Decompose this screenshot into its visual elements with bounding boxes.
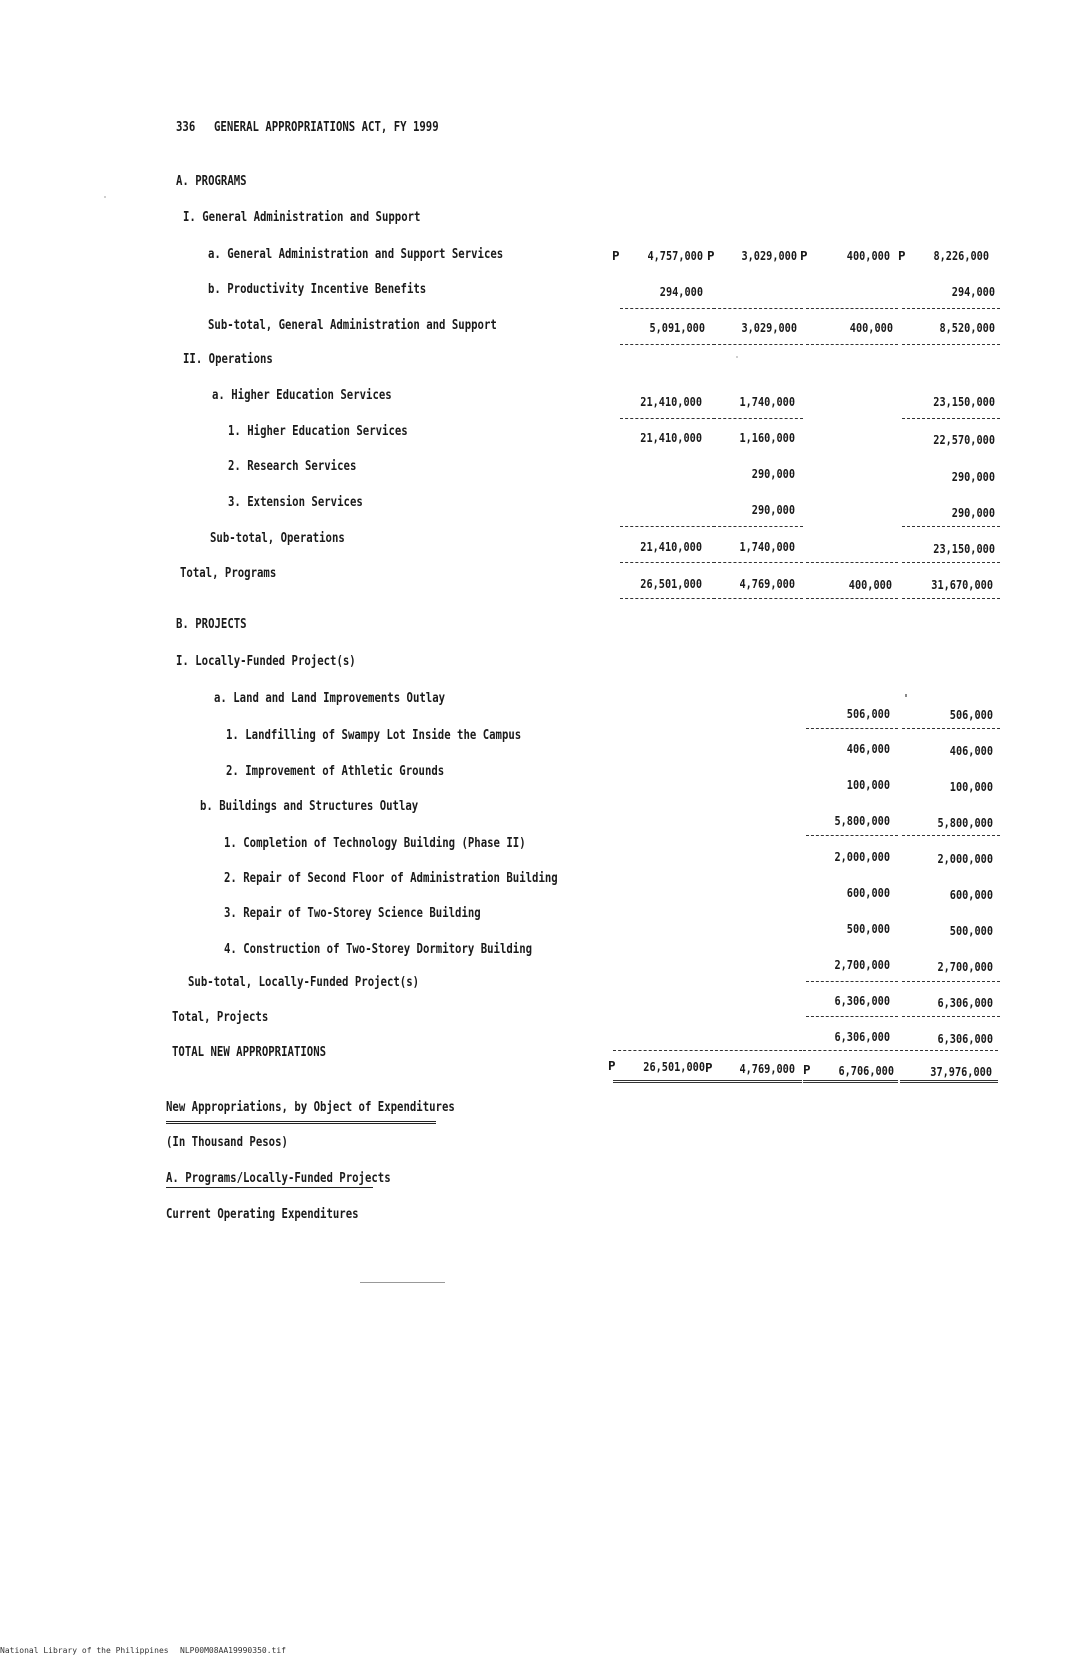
ops-subtotal-col2: 1,740,000	[739, 539, 795, 554]
gas-b-label: b. Productivity Incentive Benefits	[208, 282, 427, 297]
lfp-subtotal-col3: 6,306,000	[834, 993, 890, 1008]
column-rule	[713, 308, 803, 309]
unit-note: (In Thousand Pesos)	[166, 1135, 288, 1150]
gas-b-col1: 294,000	[659, 284, 703, 299]
scan-speck	[736, 356, 738, 358]
land-1-col4: 406,000	[949, 743, 993, 758]
ops-3-label: 3. Extension Services	[228, 495, 363, 510]
column-rule	[713, 598, 803, 599]
ops-1-col1: 21,410,000	[640, 430, 702, 445]
column-rule	[806, 1016, 898, 1017]
column-rule	[902, 1016, 1000, 1017]
column-rule	[620, 308, 715, 309]
column-rule	[806, 728, 898, 729]
land-col4: 506,000	[949, 707, 993, 722]
bldg-col3: 5,800,000	[834, 813, 890, 828]
scan-speck	[905, 694, 907, 697]
scan-speck	[104, 196, 106, 198]
current-operating-label: Current Operating Expenditures	[166, 1207, 359, 1222]
programs-total-col4: 31,670,000	[931, 577, 993, 592]
gas-subtotal-col2: 3,029,000	[741, 320, 797, 335]
column-rule	[713, 526, 803, 527]
gas-b-col4: 294,000	[951, 284, 995, 299]
ops-a-col4: 23,150,000	[933, 394, 995, 409]
column-rule	[713, 344, 803, 345]
currency-symbol: P	[707, 248, 715, 263]
column-rule	[902, 418, 1000, 419]
land-2-label: 2. Improvement of Athletic Grounds	[226, 764, 445, 779]
column-rule	[620, 344, 715, 345]
column-rule	[900, 1050, 998, 1051]
column-rule	[806, 598, 898, 599]
bldg-2-col3: 600,000	[846, 885, 890, 900]
projects-total-label: Total, Projects	[172, 1010, 269, 1025]
currency-symbol: P	[898, 248, 906, 263]
column-rule	[902, 562, 1000, 563]
programs-total-label: Total, Programs	[180, 566, 277, 581]
column-rule	[710, 1050, 802, 1051]
gas-subtotal-col1: 5,091,000	[649, 320, 705, 335]
column-rule	[806, 308, 898, 309]
gas-a-col4: 8,226,000	[933, 248, 989, 263]
programs-total-col1: 26,501,000	[640, 576, 702, 591]
ops-a-col2: 1,740,000	[739, 394, 795, 409]
scan-mark	[360, 1282, 445, 1283]
land-col3: 506,000	[846, 706, 890, 721]
column-rule	[902, 598, 1000, 599]
bldg-1-col4: 2,000,000	[937, 851, 993, 866]
bldg-4-col4: 2,700,000	[937, 959, 993, 974]
land-1-col3: 406,000	[846, 741, 890, 756]
double-rule	[803, 1080, 898, 1083]
column-rule	[806, 981, 898, 982]
column-rule	[902, 526, 1000, 527]
ops-1-col2: 1,160,000	[739, 430, 795, 445]
footer-file: NLP00M08AA19990350.tif	[180, 1646, 286, 1655]
column-rule	[902, 344, 1000, 345]
grand-total-col3: 6,706,000	[838, 1063, 894, 1078]
column-rule	[902, 835, 1000, 836]
heading-double-underline	[166, 1121, 436, 1124]
column-rule	[806, 835, 898, 836]
land-label: a. Land and Land Improvements Outlay	[214, 691, 446, 706]
column-rule	[713, 418, 803, 419]
lfp-heading: I. Locally-Funded Project(s)	[176, 654, 356, 669]
bldg-3-label: 3. Repair of Two-Storey Science Building	[224, 906, 481, 921]
bldg-3-col4: 500,000	[949, 923, 993, 938]
page-title: GENERAL APPROPRIATIONS ACT, FY 1999	[214, 120, 439, 135]
ops-subtotal-label: Sub-total, Operations	[210, 531, 345, 546]
column-rule	[803, 1050, 898, 1051]
currency-symbol: P	[803, 1062, 811, 1077]
column-rule	[613, 1050, 713, 1051]
bldg-col4: 5,800,000	[937, 815, 993, 830]
currency-symbol: P	[612, 248, 620, 263]
bldg-1-col3: 2,000,000	[834, 849, 890, 864]
programs-total-col2: 4,769,000	[739, 576, 795, 591]
grand-total-col4: 37,976,000	[930, 1064, 992, 1079]
column-rule	[620, 598, 715, 599]
bldg-3-col3: 500,000	[846, 921, 890, 936]
land-2-col3: 100,000	[846, 777, 890, 792]
gas-a-col1: 4,757,000	[647, 248, 703, 263]
ops-subtotal-col4: 23,150,000	[933, 541, 995, 556]
double-rule	[710, 1080, 802, 1083]
double-rule	[613, 1080, 713, 1083]
ops-2-col4: 290,000	[951, 469, 995, 484]
currency-symbol: P	[705, 1060, 713, 1075]
column-rule	[902, 981, 1000, 982]
ops-3-col2: 290,000	[751, 502, 795, 517]
column-rule	[713, 562, 803, 563]
bldg-label: b. Buildings and Structures Outlay	[200, 799, 419, 814]
programs-heading: A. PROGRAMS	[176, 174, 247, 189]
ops-1-col4: 22,570,000	[933, 432, 995, 447]
grand-total-col1: 26,501,000	[643, 1059, 705, 1074]
page-number: 336	[176, 120, 196, 135]
lfp-subtotal-col4: 6,306,000	[937, 995, 993, 1010]
column-rule	[620, 526, 715, 527]
column-rule	[902, 308, 1000, 309]
programs-total-col3: 400,000	[848, 577, 892, 592]
ops-3-col4: 290,000	[951, 505, 995, 520]
double-rule	[900, 1080, 998, 1083]
column-rule	[620, 418, 715, 419]
projects-total-col4: 6,306,000	[937, 1031, 993, 1046]
gas-heading: I. General Administration and Support	[183, 210, 421, 225]
gas-a-col2: 3,029,000	[741, 248, 797, 263]
gas-subtotal-label: Sub-total, General Administration and Support	[208, 318, 497, 333]
ops-a-col1: 21,410,000	[640, 394, 702, 409]
ops-subtotal-col1: 21,410,000	[640, 539, 702, 554]
column-rule	[902, 728, 1000, 729]
ops-1-label: 1. Higher Education Services	[228, 424, 408, 439]
gas-subtotal-col4: 8,520,000	[939, 320, 995, 335]
bldg-2-col4: 600,000	[949, 887, 993, 902]
projects-total-col3: 6,306,000	[834, 1029, 890, 1044]
grand-total-label: TOTAL NEW APPROPRIATIONS	[172, 1045, 327, 1060]
ops-heading: II. Operations	[183, 352, 273, 367]
land-2-col4: 100,000	[949, 779, 993, 794]
currency-symbol: P	[608, 1058, 616, 1073]
bldg-2-label: 2. Repair of Second Floor of Administration Building	[224, 871, 558, 886]
gas-a-label: a. General Administration and Support Services	[208, 247, 504, 262]
gas-subtotal-col3: 400,000	[849, 320, 893, 335]
column-rule	[806, 562, 898, 563]
sub-heading-underline	[166, 1187, 373, 1188]
footer-library: National Library of the Philippines	[0, 1646, 169, 1655]
currency-symbol: P	[800, 248, 808, 263]
bldg-4-label: 4. Construction of Two-Storey Dormitory Building	[224, 942, 533, 957]
gas-a-col3: 400,000	[846, 248, 890, 263]
lfp-subtotal-label: Sub-total, Locally-Funded Project(s)	[188, 975, 420, 990]
bldg-4-col3: 2,700,000	[834, 957, 890, 972]
projects-heading: B. PROJECTS	[176, 617, 247, 632]
object-sub-heading: A. Programs/Locally-Funded Projects	[166, 1171, 391, 1186]
bldg-1-label: 1. Completion of Technology Building (Phase II)	[224, 836, 526, 851]
grand-total-col2: 4,769,000	[739, 1061, 795, 1076]
object-heading: New Appropriations, by Object of Expenditures	[166, 1100, 455, 1115]
ops-2-col2: 290,000	[751, 466, 795, 481]
ops-2-label: 2. Research Services	[228, 459, 357, 474]
column-rule	[620, 562, 715, 563]
column-rule	[806, 344, 898, 345]
ops-a-label: a. Higher Education Services	[212, 388, 392, 403]
land-1-label: 1. Landfilling of Swampy Lot Inside the Campus	[226, 728, 522, 743]
